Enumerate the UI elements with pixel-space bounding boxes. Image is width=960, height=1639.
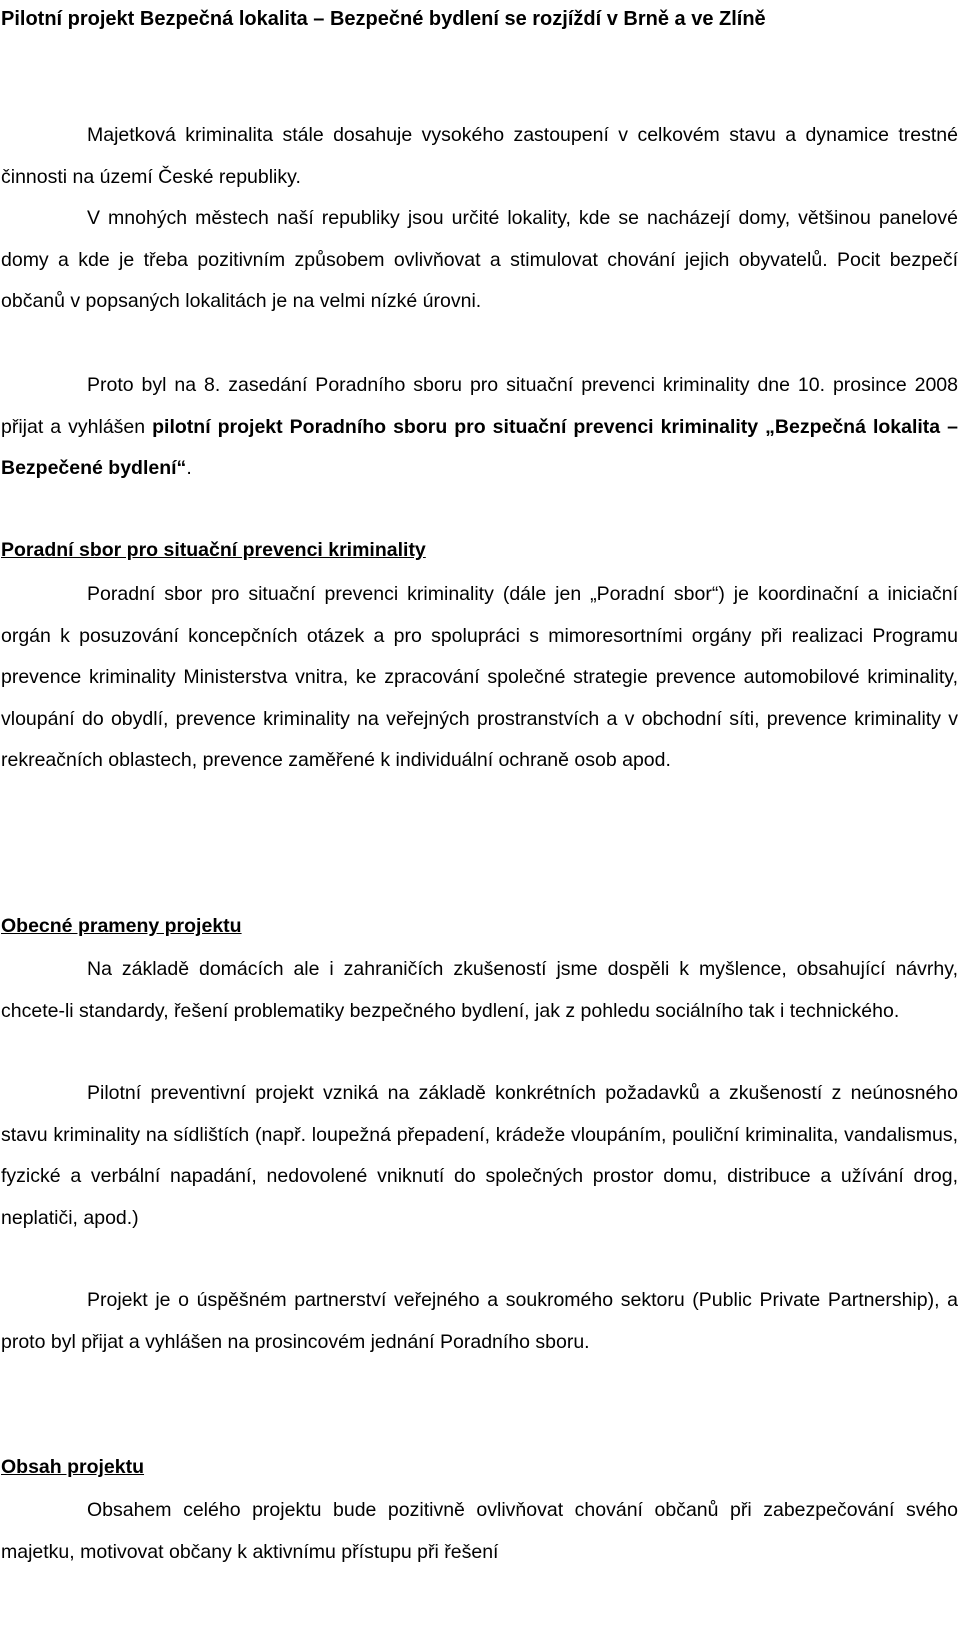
section-heading-obsah-projektu: Obsah projektu: [1, 1456, 145, 1478]
section-2-paragraph-2: Pilotní preventivní projekt vzniká na základě konkrétních požadavků a zkušeností z neúnosného stavu kriminality na sídlištích (např. loupežná přepadení, krádeže vloupáním, pouliční kriminalita, vandalismus, fyzické a verbální napadání, nedovolené vniknutí do společných prostor domu, distribuce a užívání drog, neplatiči, apod.): [1, 1082, 958, 1229]
intro-paragraph-3-end: .: [186, 457, 192, 479]
section-heading-obecne-prameny: Obecné prameny projektu: [1, 915, 242, 937]
intro-paragraph-2: V mnohých městech naší republiky jsou určité lokality, kde se nacházejí domy, většinou panelové domy a kde je třeba pozitivním způsobem ovlivňovat a stimulovat chování jejich obyvatelů. Pocit bezpečí občanů v popsaných lokalitách je na velmi nízké úrovni.: [1, 207, 958, 312]
project-name-bold: pilotní projekt Poradního sboru pro situační prevenci kriminality „Bezpečná lokalita – Bezpečené bydlení“: [1, 415, 959, 479]
section-heading-poradni-sbor: Poradní sbor pro situační prevenci kriminality: [1, 539, 426, 561]
section-1-paragraph: Poradní sbor pro situační prevenci kriminality (dále jen „Poradní sbor“) je koordinační a iniciační orgán k posuzování koncepčních otázek a pro spolupráci s mimoresortními orgány při realizaci Programu prevence kriminality Ministerstva vnitra, ke zpracování společné strategie prevence automobilové kriminality, vloupání do obydlí, prevence kriminality na veřejných prostranstvích a v obchodní síti, prevence kriminality v rekreačních oblastech, prevence zaměřené k individuální ochraně osob apod.: [1, 583, 958, 771]
section-2-paragraph-1: Na základě domácích ale i zahraničích zkušeností jsme dospěli k myšlence, obsahující návrhy, chcete-li standardy, řešení problematiky bezpečného bydlení, jak z pohledu sociálního tak i technického.: [1, 958, 958, 1022]
page-title: Pilotní projekt Bezpečná lokalita – Bezpečné bydlení se rozjíždí v Brně a ve Zlíně: [1, 8, 766, 30]
section-2-paragraph-3: Projekt je o úspěšném partnerství veřejného a soukromého sektoru (Public Private Partnership), a proto byl přijat a vyhlášen na prosincovém jednání Poradního sboru.: [1, 1289, 958, 1353]
section-3-paragraph: Obsahem celého projektu bude pozitivně ovlivňovat chování občanů při zabezpečování svého majetku, motivovat občany k aktivnímu přístupu při řešení: [1, 1499, 958, 1563]
intro-paragraph-3-text: Proto byl na 8. zasedání Poradního sboru pro situační prevenci kriminality dne 10. prosince 2008 přijat a vyhlášen: [1, 374, 958, 438]
intro-paragraph-1: Majetková kriminalita stále dosahuje vysokého zastoupení v celkovém stavu a dynamice trestné činnosti na území České republiky.: [1, 124, 958, 188]
intro-paragraph-3: [1, 365, 958, 490]
